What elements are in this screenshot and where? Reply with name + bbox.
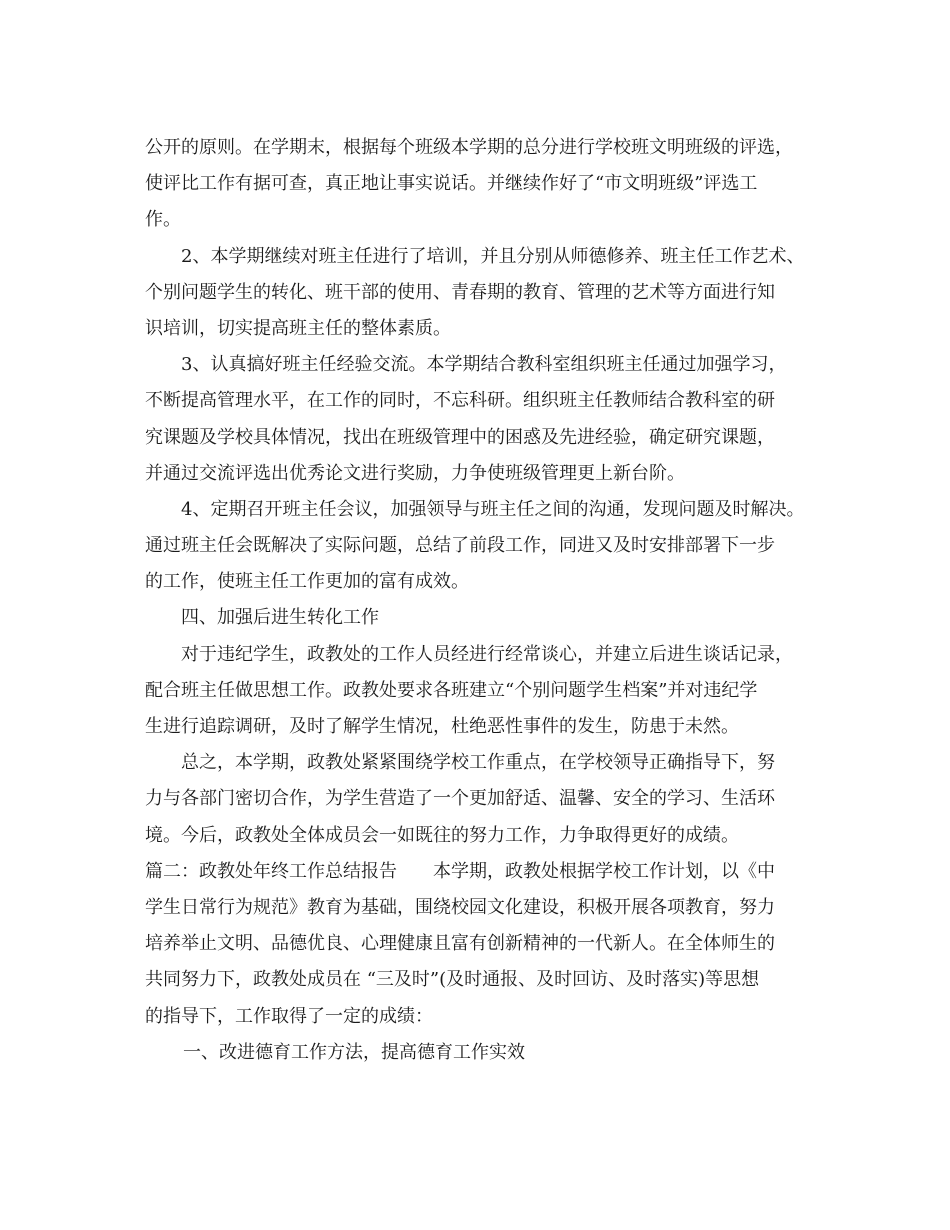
text-line: 4、定期召开班主任会议，加强领导与班主任之间的沟通，发现问题及时解决。 <box>181 498 805 520</box>
text-line: 培养举止文明、品德优良、心理健康且富有创新精神的一代新人。在全体师生的 <box>145 933 775 955</box>
text-line: 并通过交流评选出优秀论文进行奖励，力争使班级管理更上新台阶。 <box>145 462 685 484</box>
text-line: 学生日常行为规范》教育为基础，围绕校园文化建设，积极开展各项教育，努力 <box>145 896 775 918</box>
text-line: 公开的原则。在学期末，根据每个班级本学期的总分进行学校班文明班级的评选， <box>145 137 793 158</box>
text-line: 共同努力下，政教处成员在 “三及时”(及时通报、及时回访、及时落实)等思想 <box>145 969 760 991</box>
text-line: 的工作，使班主任工作更加的富有成效。 <box>145 571 469 593</box>
text-line: 究课题及学校具体情况，找出在班级管理中的困惑及先进经验，确定研究课题， <box>145 426 775 448</box>
text-line: 总之，本学期，政教处紧紧围绕学校工作重点，在学校领导正确指导下，努 <box>181 752 775 774</box>
section-heading: 四、加强后进生转化工作 <box>181 607 379 629</box>
text-line: 篇二：政教处年终工作总结报告 本学期，政教处根据学校工作计划，以《中 <box>145 860 775 882</box>
text-line: 不断提高管理水平，在工作的同时，不忘科研。组织班主任教师结合教科室的研 <box>145 390 775 412</box>
text-line: 力与各部门密切合作，为学生营造了一个更加舒适、温馨、安全的学习、生活环 <box>145 788 775 810</box>
text-line: 3、认真搞好班主任经验交流。本学期结合教科室组织班主任通过加强学习， <box>181 354 787 376</box>
text-line: 通过班主任会既解决了实际问题，总结了前段工作，同进又及时安排部署下一步 <box>145 535 775 557</box>
text-line: 2、本学期继续对班主任进行了培训，并且分别从师德修养、班主任工作艺术、 <box>181 245 805 267</box>
text-line: 生进行追踪调研，及时了解学生情况，杜绝恶性事件的发生，防患于未然。 <box>145 716 739 737</box>
section-heading: 一、改进德育工作方法，提高德育工作实效 <box>183 1041 525 1063</box>
text-line: 配合班主任做思想工作。政教处要求各班建立“个别问题学生档案”并对违纪学 <box>145 679 758 701</box>
text-line: 使评比工作有据可查，真正地让事实说话。并继续作好了“市文明班级”评选工 <box>145 173 758 195</box>
document-body <box>145 130 825 1071</box>
text-line: 境。今后，政教处全体成员会一如既往的努力工作，力争取得更好的成绩。 <box>145 824 739 846</box>
text-line: 的指导下，工作取得了一定的成绩： <box>145 1005 433 1027</box>
text-line: 识培训，切实提高班主任的整体素质。 <box>145 317 451 339</box>
text-line: 作。 <box>145 209 181 231</box>
text-line: 个别问题学生的转化、班干部的使用、青春期的教育、管理的艺术等方面进行知 <box>145 281 775 303</box>
text-line: 对于违纪学生，政教处的工作人员经进行经常谈心，并建立后进生谈话记录， <box>181 643 793 665</box>
